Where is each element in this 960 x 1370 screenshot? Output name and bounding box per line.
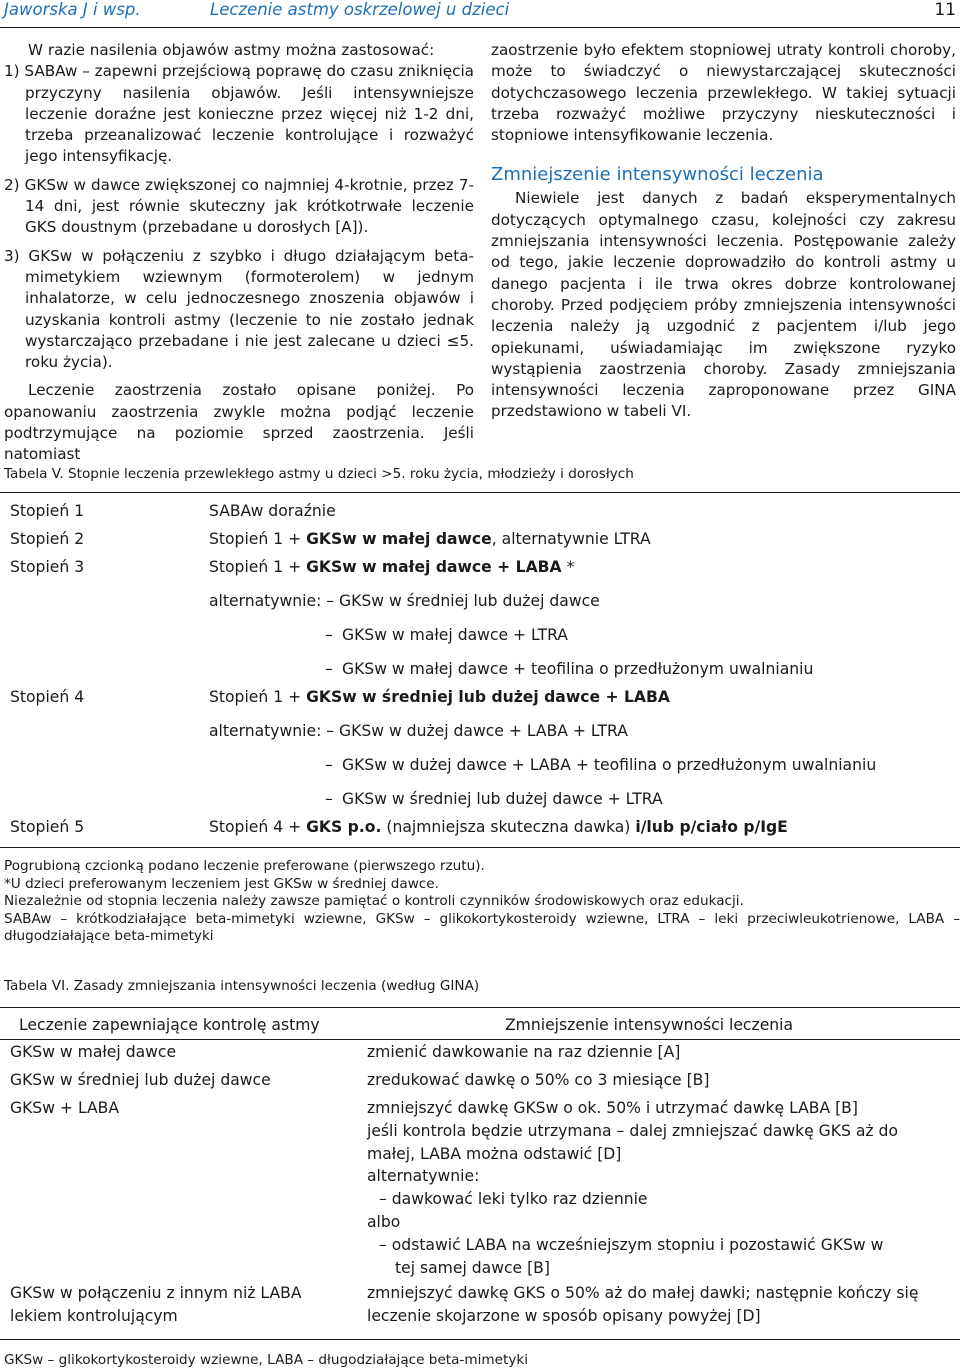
- dash: –: [325, 626, 333, 644]
- alternative-option: alternatywnie: – GKSw w dużej dawce + LABA + LTRA: [209, 722, 628, 740]
- column-header: Leczenie zapewniające kontrolę astmy: [19, 1016, 320, 1034]
- table6-header-rule: [0, 1039, 960, 1040]
- table-row: [0, 558, 960, 584]
- body-paragraph: Leczenie zaostrzenia zostało opisane poniżej. Po opanowaniu zaostrzenia zwykle można podjąć leczenie podtrzymujące na poziomie sprzed zaostrzenia. Jeśli natomiast: [4, 381, 474, 464]
- table-row: [0, 818, 960, 844]
- note: *U dzieci preferowanym leczeniem jest GKSw w średniej dawce.: [4, 875, 439, 892]
- stage-treatment: Stopień 1 + GKSw w średniej lub dużej dawce + LABA: [209, 688, 670, 706]
- table-row: [0, 688, 960, 714]
- dash: –: [325, 660, 333, 678]
- table6-bottom-rule: [0, 1339, 960, 1340]
- continued-paragraph: zaostrzenie było efektem stopniowej utraty kontroli choroby, może to świadczyć o niewystarczającej skuteczności dotychczasowego leczenia przewlekłego. W takiej sytuacji trzeba rozważyć możliwe przyczyny nieskuteczności i stopniowe intensyfikowanie leczenia.: [491, 41, 956, 145]
- right-column: [491, 40, 956, 423]
- table5-top-rule: [0, 492, 960, 493]
- cell-treatment: GKSw w małej dawce: [10, 1043, 177, 1061]
- table6-footnote: GKSw – glikokortykosteroidy wziewne, LABA – długodziałające beta-mimetyki: [4, 1352, 529, 1368]
- table-row: [0, 722, 960, 748]
- note: Niezależnie od stopnia leczenia należy zawsze pamiętać o kontroli czynników środowiskowych oraz edukacji.: [4, 893, 744, 909]
- table5-notes: [4, 858, 960, 946]
- list-item-3: 3) GKSw w połączeniu z szybko i długo działającym beta-mimetykiem wziewnym (formoterolem) w jednym inhalatorze, w celu jednoczesnego znoszenia objawów i uzyskania kontroli astmy (leczenie to nie zostało jednak wystarczająco przebadane i nie jest zalecane u dzieci ≤5. roku życia).: [4, 246, 474, 372]
- cell-treatment: GKSw w połączeniu z innym niż LABA lekiem kontrolującym: [10, 1284, 302, 1325]
- list-item-2: 2) GKSw w dawce zwiększonej co najmniej 4-krotnie, przez 7-14 dni, jest równie skuteczny jak krótkotrwałe leczenie GKS doustnym (przebadane u dorosłych [A]).: [4, 175, 474, 237]
- alternative-option: GKSw w małej dawce + teofilina o przedłużonym uwalnianiu: [342, 660, 814, 678]
- stage-label: Stopień 3: [10, 558, 85, 576]
- stage-label: Stopień 1: [10, 502, 85, 520]
- table6-caption: Tabela VI. Zasady zmniejszania intensywności leczenia (według GINA): [4, 978, 480, 994]
- stage-label: Stopień 4: [10, 688, 85, 706]
- table-row: [0, 530, 960, 556]
- table-row: [0, 502, 960, 528]
- dash: –: [325, 756, 333, 774]
- section-heading: Zmniejszenie intensywności leczenia: [491, 164, 824, 186]
- table5-caption: Tabela V. Stopnie leczenia przewlekłego astmy u dzieci >5. roku życia, młodzieży i dorosłych: [4, 466, 634, 482]
- left-column: [4, 40, 474, 466]
- table-row: [0, 756, 960, 782]
- stage-treatment: Stopień 1 + GKSw w małej dawce + LABA *: [209, 558, 575, 576]
- list-item-1: 1) SABAw – zapewni przejściową poprawę do czasu zniknięcia przyczyny nasilenia objawów. Jeśli intensywniejsze leczenie doraźne jest konieczne przez więcej niż 1-2 dni, trzeba przeanalizować leczenie kontrolujące i rozważyć jego intensyfikację.: [4, 62, 474, 166]
- page-header: [0, 0, 960, 26]
- alternative-option: alternatywnie: – GKSw w średniej lub dużej dawce: [209, 592, 600, 610]
- dash: –: [325, 790, 333, 808]
- table-row: [0, 592, 960, 618]
- cell-reduction: zmniejszyć dawkę GKSw o ok. 50% i utrzymać dawkę LABA [B] jeśli kontrola będzie utrzymana – dalej zmniejszać dawkę GKS aż do małej, LABA można odstawić [D] alternatywnie: – dawkować leki tylko raz dziennie albo – odstawić LABA na wcześniejszym stopniu i pozostawić GKSw w tej samej dawce [B]: [367, 1099, 898, 1277]
- alternative-option: GKSw w małej dawce + LTRA: [342, 626, 568, 644]
- table6-top-rule: [0, 1007, 960, 1008]
- table-row: [0, 660, 960, 686]
- stage-treatment: Stopień 4 + GKS p.o. (najmniejsza skuteczna dawka) i/lub p/ciało p/IgE: [209, 818, 788, 836]
- stage-treatment: Stopień 1 + GKSw w małej dawce, alternatywnie LTRA: [209, 530, 651, 548]
- column-header: Zmniejszenie intensywności leczenia: [505, 1016, 794, 1034]
- page-number: 11: [934, 0, 956, 20]
- note: Pogrubioną czcionką podano leczenie preferowane (pierwszego rzutu).: [4, 858, 485, 874]
- cell-reduction: zmienić dawkowanie na raz dziennie [A]: [367, 1043, 681, 1061]
- stage-label: Stopień 2: [10, 530, 85, 548]
- cell-treatment: GKSw + LABA: [10, 1099, 120, 1117]
- header-rule: [0, 27, 960, 28]
- cell-treatment: GKSw w średniej lub dużej dawce: [10, 1071, 271, 1089]
- stage-treatment: SABAw doraźnie: [209, 502, 336, 520]
- cell-reduction: zredukować dawkę o 50% co 3 miesiące [B]: [367, 1071, 710, 1089]
- section-paragraph: Niewiele jest danych z badań eksperymentalnych dotyczących optymalnego czasu, kolejności czy zakresu zmniejszania intensywności leczenia. Postępowanie zależy od tego, jakie leczenie doprowadziło do kontroli astmy u danego pacjenta i ile trwa okres dobrze kontrolowanej choroby. Przed podjęciem próby zmniejszenia intensywności leczenia należy ją uzgodnić z pacjentem i/lub jego opiekunami, uświadamiając im zwiększone ryzyko wystąpienia zaostrzenia choroby. Zasady zmniejszania intensywności leczenia zaproponowane przez GINA przedstawiono w tabeli VI.: [491, 189, 956, 421]
- header-running-title: Leczenie astmy oskrzelowej u dzieci: [210, 0, 510, 19]
- table-row: [0, 790, 960, 816]
- intro-paragraph: W razie nasilenia objawów astmy można zastosować:: [28, 41, 435, 59]
- alternative-option: GKSw w średniej lub dużej dawce + LTRA: [342, 790, 663, 808]
- note: SABAw – krótkodziałające beta-mimetyki wziewne, GKSw – glikokortykosteroidy wziewne, LTRA – leki przeciwleukotrienowe, LABA – długodziałające beta-mimetyki: [4, 910, 960, 944]
- table5-bottom-rule: [0, 847, 960, 848]
- header-authors: Jaworska J i wsp.: [4, 0, 141, 19]
- cell-reduction: zmniejszyć dawkę GKS o 50% aż do małej dawki; następnie kończy się leczenie skojarzone w sposób opisany powyżej [D]: [367, 1284, 919, 1325]
- stage-label: Stopień 5: [10, 818, 85, 836]
- table-row: [0, 626, 960, 652]
- alternative-option: GKSw w dużej dawce + LABA + teofilina o przedłużonym uwalnianiu: [342, 756, 877, 774]
